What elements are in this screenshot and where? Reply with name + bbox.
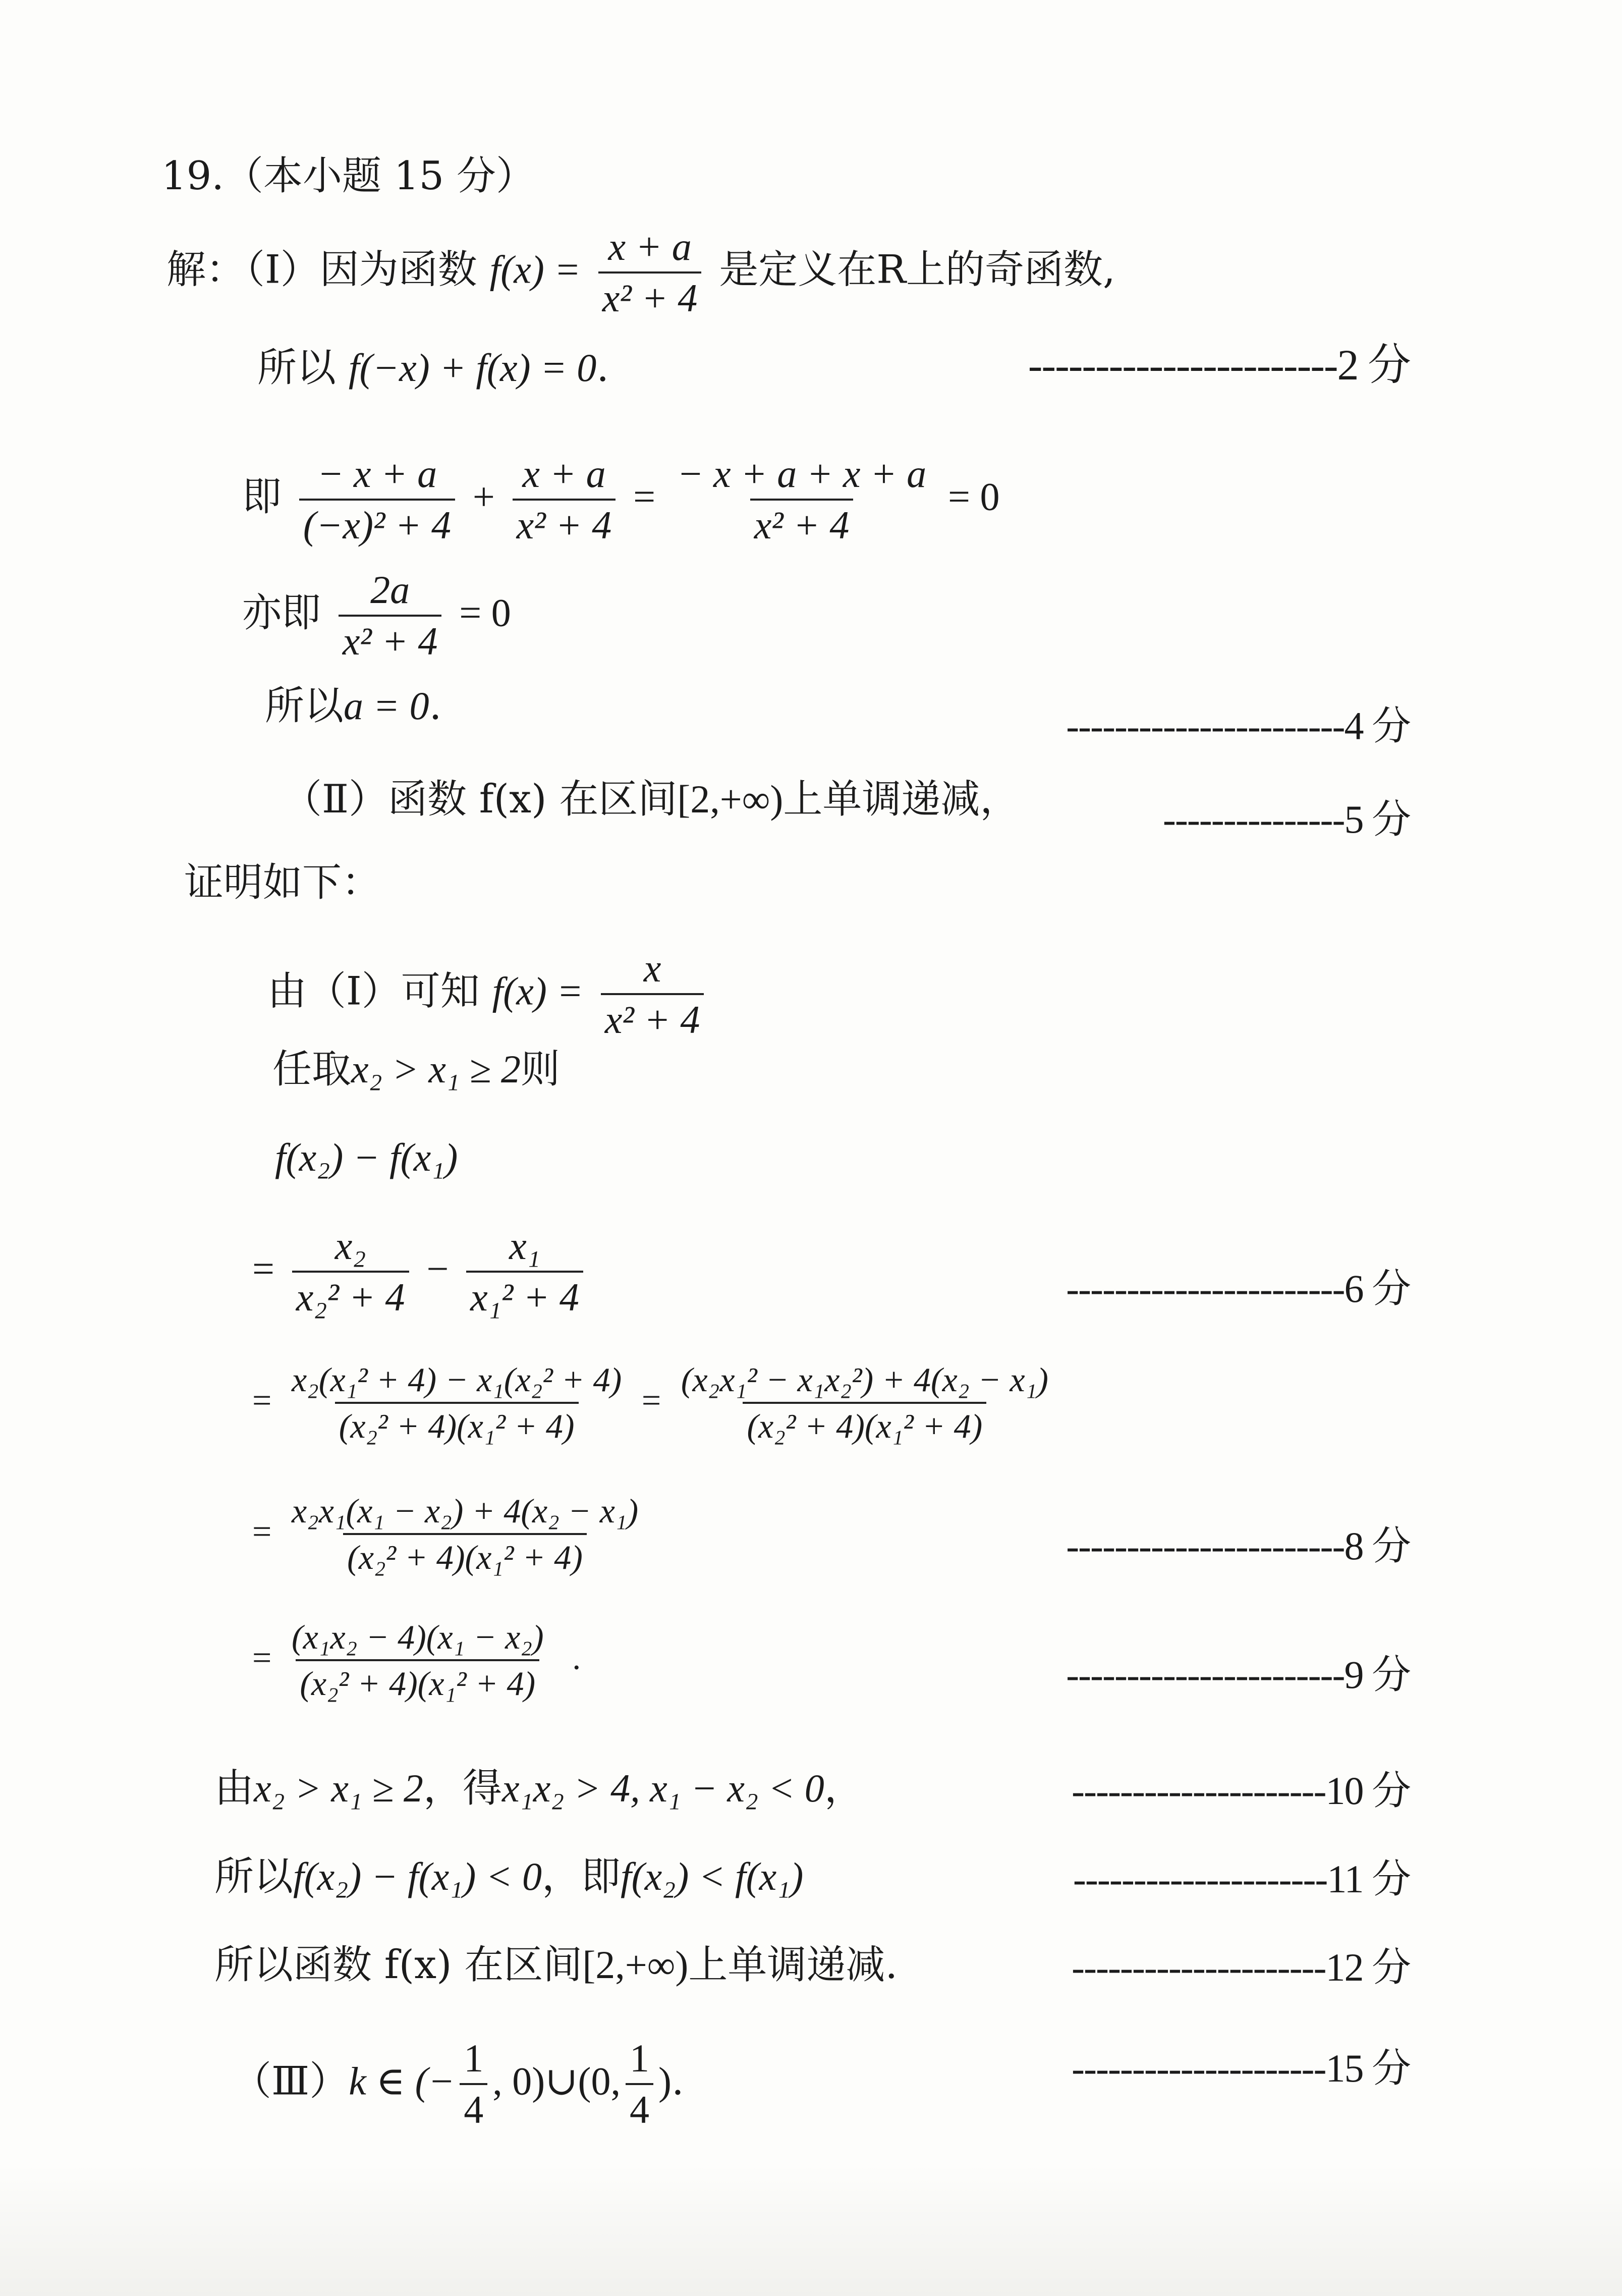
points-9: -----------------------9 分 [1066,1653,1410,1697]
part3-expr-mid: , 0)∪(0, [492,2059,621,2103]
part1-f-lhs: f(x) = [489,247,581,292]
points-2: -----------------------2 分 [1028,341,1410,389]
part2-take-expr: x₂ > x₁ ≥ 2 [351,1047,521,1091]
eq2-num2: (x₂x₁² − x₁x₂²) + 4(x₂ − x₁) [681,1360,1048,1399]
part3-expr-suffix: ) [658,2059,672,2103]
part2-known-prefix: 由（Ⅰ）可知 [267,968,480,1014]
eq1-frac2 [466,1226,583,1317]
points-8: -----------------------8 分 [1066,1524,1410,1568]
part2-known-den: x² + 4 [601,993,704,1040]
part3-expr-prefix: k ∈ (− [349,2059,455,2103]
c1-prefix: 由 [214,1766,254,1811]
c1-expr2: x₁x₂ > 4, x₁ − x₂ < 0 [501,1766,824,1810]
eq1-frac1 [292,1226,409,1317]
part1-f-num: x + a [608,225,692,268]
step2-frac1-num: − x + a [317,452,437,496]
part2-take-prefix: 任取 [272,1047,352,1092]
problem-header: 19.（本小题 15 分） [161,153,535,199]
c3-interval: [2,+∞) [582,1943,689,1987]
part3-frac1 [460,2036,487,2131]
points-11: ---------------------11 分 [1073,1857,1410,1901]
part3-label: （Ⅲ） [232,2058,349,2104]
step2-frac2 [513,454,616,545]
points-15: ---------------------15 分 [1072,2046,1410,2090]
part1-step3 [242,570,511,661]
part1-step4-expr: a = 0 [344,684,429,728]
c3-suffix: 上单调递减. [688,1942,898,1988]
eq1-den2: x₁² + 4 [466,1271,583,1317]
part2-eq2: = $\frac{\text{x₂(x₁² + 4) − x₁(x₂² + 4)}}{\text{(x₂² + 4)(x₁² + 4)}}$ = $\frac{\text{(x₂x₁² − x₁x₂²) + 4(x₂ − x₁)}}{\text{(x₂² + 4)(x₁² + 4)}}$ [252,1362,1057,1443]
step2-tail: = 0 [947,474,1000,519]
eq4-den: (x₂² + 4)(x₁² + 4) [296,1659,539,1701]
part1-step1-expr: f(−x) + f(x) = 0 [348,346,597,390]
part2-c1: 由x₂ > x₁ ≥ 2，得x₁x₂ > 4, x₁ − x₂ < 0， [214,1766,864,1811]
part1-step1-label: 所以 [257,345,337,391]
part2-claim-prefix: （Ⅱ）函数 f(x) 在区间 [283,777,678,822]
points-5: ---------------5 分 [1162,797,1410,841]
c1-expr1: x₂ > x₁ ≥ 2 [254,1766,423,1810]
eq2-den2: (x₂² + 4)(x₁² + 4) [743,1402,986,1443]
eq3-frac [288,1494,642,1574]
points-6: -----------------------6 分 [1066,1267,1410,1310]
part1-intro-prefix: 解：（Ⅰ）因为函数 [166,247,477,293]
part3-frac1-den: 4 [460,2083,487,2129]
part1-intro-suffix: 是定义在R上的奇函数, [719,247,1115,293]
part1-step2: 即 $\frac{- x + a}{\text{(−x)² + 4}}$ + $\frac{x + a}{\text{x² + 4}}$ = $\frac{- x + a + x + a}{\text{x² + 4}}$ = 0 [242,452,1000,547]
part2-take-suffix: 则 [520,1047,560,1092]
part2-known-frac [601,946,704,1042]
points-12: ---------------------12 分 [1072,1945,1410,1989]
c3-prefix: 所以函数 f(x) 在区间 [214,1942,583,1988]
page-bottom-shade [0,2165,1622,2296]
part3-frac1-num: 1 [464,2036,484,2080]
part3: （Ⅲ）k ∈ (− $\frac{1}{4}$ , 0)∪(0, $\frac{1}{4}$ ). [232,2036,684,2131]
step3-num: 2a [370,568,410,612]
part2-claim-suffix: 上单调递减， [783,777,1020,822]
step2-frac1-den: (−x)² + 4 [299,499,455,545]
step3-den: x² + 4 [339,615,442,661]
part1-f-fraction [598,227,702,318]
part2-interval: [2,+∞) [677,777,784,821]
eq3-den: (x₂² + 4)(x₁² + 4) [343,1533,587,1574]
c2-prefix: 所以 [214,1854,294,1899]
step2-frac3-den: x² + 4 [750,499,854,545]
part1-step1: 所以 f(−x) + f(x) = 0. [257,345,609,391]
c2-mid: ，即 [542,1854,621,1899]
eq2-den1: (x₂² + 4)(x₁² + 4) [335,1402,579,1443]
eq3-num: x₂x₁(x₁ − x₂) + 4(x₂ − x₁) [291,1492,639,1530]
part3-frac2-num: 1 [630,2036,650,2080]
step2-frac1 [299,454,455,545]
c1-mid: ，得 [423,1766,502,1811]
part1-step4: 所以a = 0. [265,683,442,729]
eq2-frac2 [677,1362,1052,1443]
eq4-frac [288,1620,548,1701]
part1-intro [166,227,1115,318]
step3-tail: = 0 [459,590,511,635]
eq1-den1: x₂² + 4 [292,1271,409,1317]
part2-c3 [214,1942,898,1988]
eq2-num1: x₂(x₁² + 4) − x₁(x₂² + 4) [291,1360,622,1399]
part1-step3-label: 亦即 [242,590,321,636]
part2-known-num: x [643,946,661,990]
part1-step4-label: 所以 [265,683,344,729]
part2-c2 [214,1854,804,1899]
part2-claim [283,777,1020,822]
c2-expr1: f(x₂) − f(x₁) < 0 [293,1854,542,1898]
eq1-num1: x₂ [334,1224,366,1268]
part2-diff: f(x₂) − f(x₁) [275,1135,458,1179]
part2-eq4: = $\frac{\text{(x₁x₂ − 4)(x₁ − x₂)}}{\text{(x₂² + 4)(x₁² + 4)}}$ . [252,1618,581,1703]
step2-frac2-den: x² + 4 [513,499,616,545]
part3-frac2 [626,2036,653,2131]
eq4-num: (x₁x₂ − 4)(x₁ − x₂) [291,1618,544,1656]
step2-frac2-num: x + a [522,452,606,496]
part1-step2-label: 即 [242,474,282,520]
part3-frac2-den: 4 [626,2083,653,2129]
part2-eq1: = $\frac{\text{x₂}}{\text{x₂² + 4}}$ − $\frac{\text{x₁}}{\text{x₁² + 4}}$ [252,1226,588,1317]
step2-frac3-num: − x + a + x + a [677,452,927,496]
step2-frac3 [673,454,930,545]
part2-known [267,946,709,1042]
eq2-frac1 [288,1362,626,1443]
step3-frac [339,570,442,661]
eq1-num2: x₁ [509,1224,540,1268]
part2-proof-intro: 证明如下： [184,860,381,905]
part2-known-lhs: f(x) = [492,969,583,1013]
part2-take [272,1047,560,1092]
c2-expr2: f(x₂) < f(x₁) [621,1854,804,1898]
points-4: -----------------------4 分 [1066,704,1410,748]
part1-f-den: x² + 4 [598,271,702,318]
part2-eq3: = $\frac{\text{x₂x₁(x₁ − x₂) + 4(x₂ − x₁)}}{\text{(x₂² + 4)(x₁² + 4)}}$ [252,1494,647,1574]
points-10: ---------------------10 分 [1072,1769,1410,1813]
